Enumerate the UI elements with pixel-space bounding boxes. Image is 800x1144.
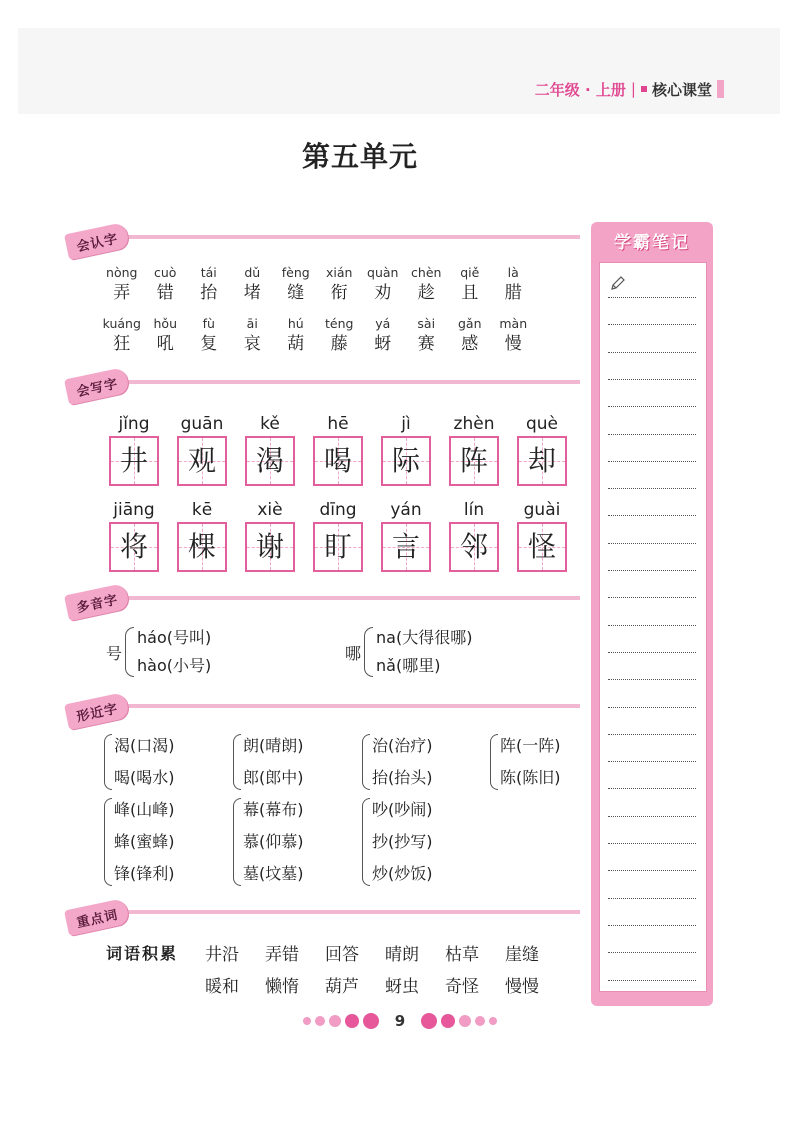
similar-item: 阵(一阵) [500, 736, 561, 755]
page-number: 9 [394, 1012, 406, 1030]
char: 谢 [255, 530, 284, 563]
similar-group [104, 794, 175, 890]
char-cell [144, 315, 188, 355]
recognize-row-2 [100, 315, 535, 355]
section-tag-key-words: 重点词 [64, 898, 130, 936]
pinyin: dǔ [244, 265, 261, 280]
char-cell [405, 264, 449, 304]
char: 且 [461, 283, 479, 303]
key-word: 暖和 [205, 977, 239, 997]
pinyin: nòng [106, 265, 138, 280]
pinyin: āi [246, 316, 258, 331]
brace-icon [125, 627, 134, 677]
pinyin: jǐng [118, 414, 150, 434]
write-row-1 [100, 412, 576, 486]
char: 葫 [287, 334, 305, 354]
tian-grid [517, 436, 567, 486]
notes-title: 学霸笔记 [614, 233, 690, 253]
tian-grid [517, 522, 567, 572]
dot-icon [345, 1014, 359, 1028]
char-cell [318, 315, 362, 355]
similar-item: 陈(陈旧) [500, 768, 561, 787]
similar-item: 抄(抄写) [372, 832, 433, 851]
key-words-row-1 [205, 940, 565, 965]
char-cell [492, 264, 536, 304]
char: 蚜 [374, 334, 392, 354]
similar-group [104, 730, 175, 794]
similar-item: 慕(仰慕) [243, 832, 304, 851]
dot-icon [441, 1014, 455, 1028]
notes-rule-line [608, 543, 696, 544]
write-cell [304, 412, 372, 486]
notes-rule-line [608, 461, 696, 462]
notes-rule-line [608, 870, 696, 871]
pinyin: kē [191, 500, 213, 520]
tian-grid [449, 436, 499, 486]
notes-rule-line [608, 379, 696, 380]
polyphone-char: 哪 [345, 643, 362, 663]
tian-grid [313, 522, 363, 572]
brace-icon [364, 627, 373, 677]
similar-item: 治(治疗) [372, 736, 433, 755]
notes-rule-line [608, 488, 696, 489]
write-cell [100, 412, 168, 486]
pinyin: xián [326, 265, 353, 280]
pinyin: hē [327, 414, 349, 434]
pinyin: dīng [319, 500, 357, 520]
notes-rule-line [608, 652, 696, 653]
dot-icon [315, 1016, 325, 1026]
char: 狂 [113, 334, 131, 354]
notes-rule-line [608, 980, 696, 981]
similar-item: 墓(坟墓) [243, 864, 304, 883]
pinyin: màn [499, 316, 528, 331]
char: 赛 [417, 334, 435, 354]
char: 感 [461, 334, 479, 354]
pinyin: yán [390, 500, 422, 520]
header-separator: | [630, 80, 636, 98]
write-cell [508, 412, 576, 486]
char-cell [144, 264, 188, 304]
write-cell [236, 498, 304, 572]
char-cell [448, 315, 492, 355]
char: 腊 [504, 283, 522, 303]
brace-icon [233, 798, 241, 886]
dot-icon [329, 1015, 341, 1027]
dot-icon [475, 1016, 485, 1026]
tian-grid [109, 436, 159, 486]
notes-rule-line [608, 761, 696, 762]
pinyin: gǎn [457, 316, 482, 331]
header-course: 核心课堂 [651, 80, 712, 99]
similar-item: 幕(幕布) [243, 800, 304, 819]
char: 衔 [330, 283, 348, 303]
brace-icon [362, 734, 370, 790]
pinyin: chèn [411, 265, 442, 280]
char: 盯 [323, 530, 352, 563]
char: 渴 [255, 444, 284, 477]
tian-grid [177, 522, 227, 572]
similar-group [362, 794, 433, 890]
key-word: 葫芦 [325, 977, 359, 997]
notes-rule-line [608, 297, 696, 298]
char: 言 [391, 530, 420, 563]
key-word: 慢慢 [505, 977, 539, 997]
char: 复 [200, 334, 218, 354]
char: 弄 [113, 283, 131, 303]
char: 将 [119, 530, 148, 563]
notes-paper[interactable] [599, 262, 707, 992]
polyphone-group [106, 624, 211, 680]
tian-grid [313, 436, 363, 486]
char-cell [274, 264, 318, 304]
polyphone-char: 号 [106, 643, 123, 663]
tian-grid [449, 522, 499, 572]
polyphone-option: na(大得很哪) [376, 628, 473, 647]
notes-rule-line [608, 952, 696, 953]
pinyin: cuò [154, 265, 177, 280]
pinyin: què [525, 414, 559, 434]
pinyin: hǒu [153, 316, 177, 331]
tian-grid [245, 436, 295, 486]
pinyin: sài [417, 316, 436, 331]
key-word: 懒惰 [265, 977, 299, 997]
section-tag-similar: 形近字 [64, 692, 130, 730]
polyphone-option: hào(小号) [137, 656, 212, 675]
char: 邻 [459, 530, 488, 563]
write-cell [372, 498, 440, 572]
tian-grid [381, 522, 431, 572]
char-cell [231, 264, 275, 304]
notes-rule-line [608, 734, 696, 735]
square-icon [641, 86, 647, 92]
write-cell [304, 498, 372, 572]
polyphone-option: nǎ(哪里) [376, 656, 441, 675]
brace-icon [233, 734, 241, 790]
char: 观 [187, 444, 216, 477]
section-line [70, 910, 580, 914]
brace-icon [104, 734, 112, 790]
polyphone-option: háo(号叫) [137, 628, 212, 647]
pinyin: yá [375, 316, 391, 331]
key-word: 井沿 [205, 945, 239, 965]
section-line [70, 235, 580, 239]
char-cell [361, 315, 405, 355]
key-word: 弄错 [265, 945, 299, 965]
char: 却 [527, 444, 556, 477]
write-cell [100, 498, 168, 572]
pinyin: fèng [281, 265, 310, 280]
key-word: 崖缝 [505, 945, 539, 965]
notes-rule-line [608, 898, 696, 899]
section-line [70, 380, 580, 384]
recognize-row-1 [100, 264, 535, 304]
header-band [18, 28, 780, 114]
pinyin: jiāng [113, 500, 155, 520]
char: 藤 [330, 334, 348, 354]
notes-rule-line [608, 843, 696, 844]
char: 错 [156, 283, 174, 303]
pinyin: tái [200, 265, 217, 280]
section-tag-write: 会写字 [64, 367, 130, 405]
key-word: 枯草 [445, 945, 479, 965]
char: 抬 [200, 283, 218, 303]
pinyin: fù [202, 316, 215, 331]
notes-rule-line [608, 352, 696, 353]
similar-item: 渴(口渴) [114, 736, 175, 755]
page-footer [0, 1012, 800, 1030]
polyphone-group [345, 624, 472, 680]
char-cell [448, 264, 492, 304]
pinyin: quàn [367, 265, 399, 280]
similar-item: 喝(喝水) [114, 768, 175, 787]
pencil-icon [610, 275, 626, 291]
char-cell [405, 315, 449, 355]
similar-item: 抬(抬头) [372, 768, 433, 787]
key-word: 回答 [325, 945, 359, 965]
similar-item: 蜂(蜜蜂) [114, 832, 175, 851]
char-cell [492, 315, 536, 355]
notes-rule-line [608, 570, 696, 571]
section-line [70, 704, 580, 708]
tian-grid [245, 522, 295, 572]
pinyin: lín [463, 500, 485, 520]
similar-item: 峰(山峰) [114, 800, 175, 819]
notes-rule-line [608, 406, 696, 407]
notes-rule-line [608, 679, 696, 680]
pinyin: zhèn [453, 414, 495, 434]
char-cell [187, 315, 231, 355]
header-bar-icon [717, 80, 724, 98]
char: 堵 [243, 283, 261, 303]
pinyin: guài [523, 500, 561, 520]
char: 喝 [323, 444, 352, 477]
similar-group [490, 730, 561, 794]
notes-rule-line [608, 625, 696, 626]
page-header [535, 78, 712, 100]
section-line [70, 596, 580, 600]
key-word: 蚜虫 [385, 977, 419, 997]
pinyin: kuáng [102, 316, 141, 331]
header-grade: 二年级 · 上册 [534, 80, 626, 99]
char-cell [100, 264, 144, 304]
similar-item: 炒(炒饭) [372, 864, 433, 883]
char: 棵 [187, 530, 216, 563]
write-cell [440, 412, 508, 486]
pinyin: guān [180, 414, 224, 434]
pinyin: là [507, 265, 519, 280]
write-row-2 [100, 498, 576, 572]
dot-icon [363, 1013, 379, 1029]
char: 趁 [417, 283, 435, 303]
notes-rule-line [608, 597, 696, 598]
similar-item: 朗(晴朗) [243, 736, 304, 755]
dot-icon [459, 1015, 471, 1027]
brace-icon [362, 798, 370, 886]
notes-rule-line [608, 816, 696, 817]
char: 慢 [504, 334, 522, 354]
key-words-label: 词语积累 [106, 944, 179, 963]
brace-icon [104, 798, 112, 886]
notes-rule-line [608, 324, 696, 325]
similar-item: 吵(吵闹) [372, 800, 433, 819]
pinyin: kě [260, 414, 280, 434]
similar-group [233, 794, 304, 890]
similar-group [362, 730, 433, 794]
char-cell [100, 315, 144, 355]
brace-icon [490, 734, 498, 790]
tian-grid [381, 436, 431, 486]
tian-grid [109, 522, 159, 572]
notes-rule-line [608, 434, 696, 435]
pinyin: xiè [257, 500, 283, 520]
char: 缝 [287, 283, 305, 303]
char: 劝 [374, 283, 392, 303]
char: 井 [119, 444, 148, 477]
char-cell [318, 264, 362, 304]
notes-rule-line [608, 788, 696, 789]
similar-item: 郎(郎中) [243, 768, 304, 787]
notes-rule-line [608, 925, 696, 926]
similar-group [233, 730, 304, 794]
key-words-row-2 [205, 972, 565, 997]
pinyin: téng [325, 316, 354, 331]
notes-rule-line [608, 515, 696, 516]
write-cell [236, 412, 304, 486]
section-tag-polyphone: 多音字 [64, 583, 130, 621]
char-cell [187, 264, 231, 304]
char: 怪 [527, 530, 556, 563]
char-cell [231, 315, 275, 355]
key-word: 晴朗 [385, 945, 419, 965]
pinyin: jì [401, 414, 411, 434]
section-tag-recognize: 会认字 [64, 222, 130, 260]
notes-rule-line [608, 707, 696, 708]
write-cell [372, 412, 440, 486]
write-cell [440, 498, 508, 572]
char: 哀 [243, 334, 261, 354]
write-cell [168, 498, 236, 572]
char-cell [361, 264, 405, 304]
tian-grid [177, 436, 227, 486]
char: 吼 [156, 334, 174, 354]
notes-panel [591, 222, 713, 1006]
write-cell [168, 412, 236, 486]
key-word: 奇怪 [445, 977, 479, 997]
char: 阵 [459, 444, 488, 477]
dot-icon [421, 1013, 437, 1029]
similar-item: 锋(锋利) [114, 864, 175, 883]
char: 际 [391, 444, 420, 477]
char-cell [274, 315, 318, 355]
unit-title: 第五单元 [301, 140, 418, 173]
pinyin: hú [287, 316, 304, 331]
write-cell [508, 498, 576, 572]
dot-icon [489, 1017, 497, 1025]
pinyin: qiě [460, 265, 480, 280]
dot-icon [303, 1017, 311, 1025]
